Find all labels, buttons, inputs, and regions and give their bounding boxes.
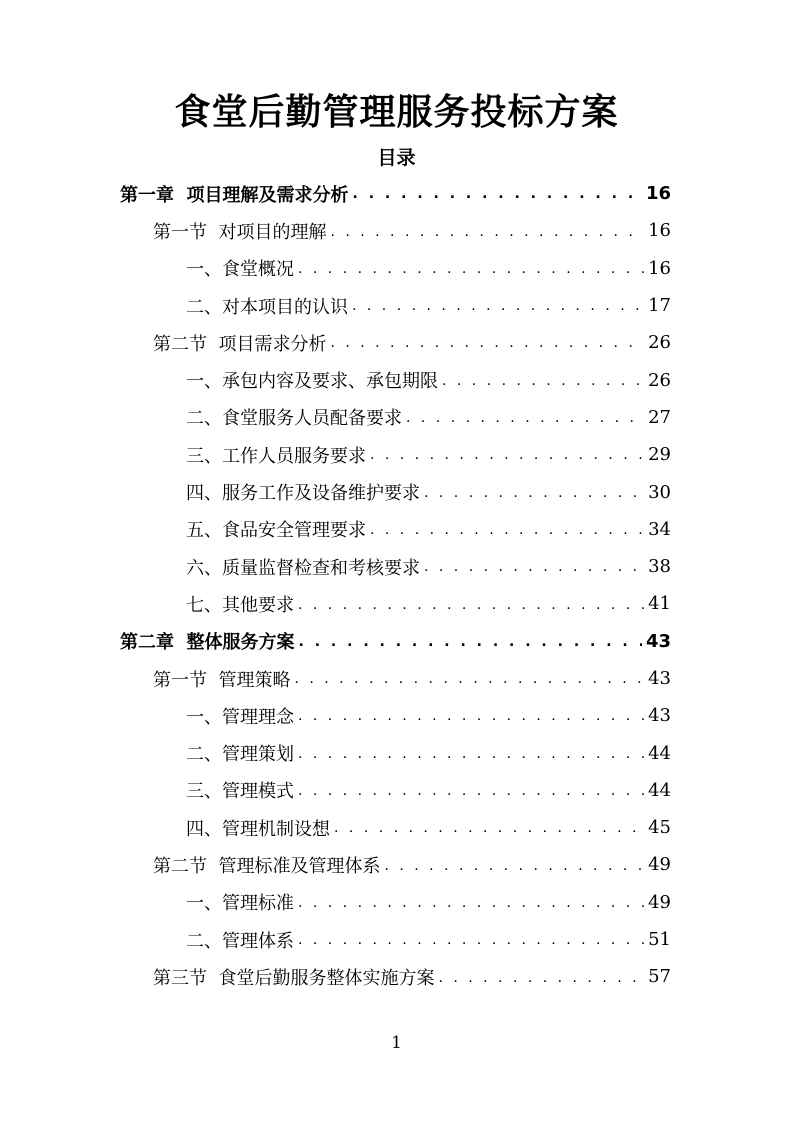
toc-dot-leader <box>298 597 644 623</box>
toc-entry-title: 一、管理理念 <box>186 706 294 728</box>
toc-entry-page: 49 <box>648 891 671 913</box>
toc-chapter-entry[interactable] <box>0 623 793 660</box>
toc-entry-title: 一、食堂概况 <box>186 259 294 281</box>
toc-dot-leader <box>298 783 644 809</box>
toc-section-entry[interactable] <box>0 660 793 697</box>
toc-dot-leader <box>352 298 644 324</box>
toc-dot-leader <box>384 858 644 884</box>
toc-subsection-entry[interactable] <box>0 585 793 622</box>
toc-subsection-entry[interactable] <box>0 734 793 771</box>
toc-dot-leader <box>442 373 644 399</box>
toc-entry-title: 四、管理机制设想 <box>186 818 330 840</box>
toc-subsection-entry[interactable] <box>0 921 793 958</box>
toc-dot-leader <box>424 485 644 511</box>
toc-dot-leader <box>298 746 644 772</box>
toc-entry-page: 34 <box>648 518 671 540</box>
toc-subsection-entry[interactable] <box>0 884 793 921</box>
toc-dot-leader <box>353 186 642 212</box>
toc-dot-leader <box>298 708 644 734</box>
toc-entry-page: 16 <box>648 220 671 242</box>
toc-section-entry[interactable] <box>0 212 793 249</box>
toc-entry-title: 六、质量监督检查和考核要求 <box>186 557 420 579</box>
toc-entry-page: 43 <box>648 705 671 727</box>
toc-entry-page: 51 <box>648 929 671 951</box>
toc-section-entry[interactable] <box>0 846 793 883</box>
toc-subsection-entry[interactable] <box>0 250 793 287</box>
toc-entry-page: 16 <box>648 257 671 279</box>
toc-entry-page: 41 <box>648 593 671 615</box>
toc-entry-title: 二、食堂服务人员配备要求 <box>186 408 402 430</box>
toc-subsection-entry[interactable] <box>0 287 793 324</box>
toc-section-entry[interactable] <box>0 324 793 361</box>
toc-entry-page: 26 <box>648 369 671 391</box>
toc-dot-leader <box>424 559 644 585</box>
toc-entry-title: 第一章 项目理解及需求分析 <box>120 184 349 206</box>
toc-entry-title: 二、管理体系 <box>186 930 294 952</box>
toc-entry-page: 57 <box>648 966 671 988</box>
toc-entry-title: 第二节 项目需求分析 <box>153 333 327 355</box>
toc-subsection-entry[interactable] <box>0 361 793 398</box>
toc-entry-page: 44 <box>648 779 671 801</box>
toc-entry-page: 49 <box>648 854 671 876</box>
toc-chapter-entry[interactable] <box>0 175 793 212</box>
toc-entry-title: 第二章 整体服务方案 <box>120 632 295 654</box>
toc-subsection-entry[interactable] <box>0 511 793 548</box>
toc-subsection-entry[interactable] <box>0 436 793 473</box>
toc-subsection-entry[interactable] <box>0 548 793 585</box>
toc-entry-title: 三、工作人员服务要求 <box>186 445 366 467</box>
toc-entry-title: 二、管理策划 <box>186 744 294 766</box>
document-title: 食堂后勤管理服务投标方案 <box>174 92 619 133</box>
toc-dot-leader <box>299 634 642 660</box>
toc-entry-page: 45 <box>648 817 671 839</box>
toc-entry-title: 二、对本项目的认识 <box>186 296 348 318</box>
toc-entry-title: 第三节 食堂后勤服务整体实施方案 <box>153 967 435 989</box>
toc-dot-leader <box>294 671 644 697</box>
toc-entry-page: 43 <box>648 668 671 689</box>
toc-subsection-entry[interactable] <box>0 772 793 809</box>
toc-dot-leader <box>334 820 644 846</box>
toc-dot-leader <box>370 447 644 473</box>
toc-entry-title: 七、其他要求 <box>186 594 294 616</box>
toc-entry-page: 16 <box>645 183 671 205</box>
toc-dot-leader <box>438 970 644 996</box>
toc-entry-title: 三、管理模式 <box>186 781 294 803</box>
toc-subsection-entry[interactable] <box>0 399 793 436</box>
toc-entry-page: 30 <box>648 481 671 503</box>
toc-dot-leader <box>406 410 644 436</box>
table-of-contents <box>0 175 793 996</box>
toc-entry-title: 四、服务工作及设备维护要求 <box>186 483 420 505</box>
toc-dot-leader <box>330 335 644 361</box>
toc-heading: 目录 <box>377 147 416 169</box>
toc-entry-page: 29 <box>648 444 671 466</box>
toc-entry-page: 43 <box>645 630 671 652</box>
toc-subsection-entry[interactable] <box>0 697 793 734</box>
toc-entry-title: 五、食品安全管理要求 <box>186 520 366 542</box>
toc-dot-leader <box>298 261 644 287</box>
toc-dot-leader <box>298 895 644 921</box>
toc-entry-page: 26 <box>648 332 671 354</box>
page-number: 1 <box>391 1033 402 1053</box>
toc-subsection-entry[interactable] <box>0 809 793 846</box>
toc-entry-title: 第二节 管理标准及管理体系 <box>153 855 381 877</box>
toc-entry-page: 17 <box>648 295 671 317</box>
toc-entry-page: 44 <box>648 742 671 764</box>
toc-section-entry[interactable] <box>0 958 793 995</box>
toc-dot-leader <box>370 522 644 548</box>
toc-subsection-entry[interactable] <box>0 473 793 510</box>
toc-entry-title: 第一节 管理策略 <box>153 669 291 691</box>
toc-entry-page: 38 <box>648 556 671 578</box>
toc-entry-title: 一、管理标准 <box>186 893 294 915</box>
toc-entry-title: 一、承包内容及要求、承包期限 <box>186 371 438 393</box>
toc-entry-title: 第一节 对项目的理解 <box>153 221 327 243</box>
toc-entry-page: 27 <box>648 406 671 428</box>
toc-dot-leader <box>298 932 644 958</box>
toc-dot-leader <box>330 224 644 250</box>
